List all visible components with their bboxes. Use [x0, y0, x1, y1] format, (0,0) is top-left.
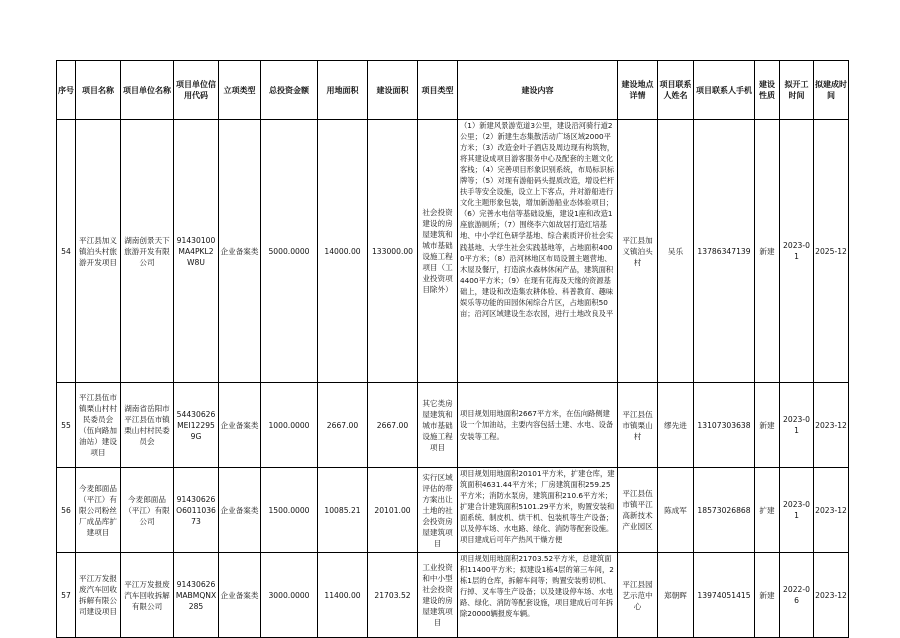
header-location: 建设地点详情	[618, 61, 658, 120]
cell-end: 2025-12	[814, 120, 849, 383]
cell-unit: 湖南省岳阳市平江县伍市镇栗山村村民委员会	[121, 383, 174, 468]
cell-name: 平江万发报废汽车回收拆解有限公司建设项目	[76, 553, 121, 638]
cell-name: 平江县加义镇泊头村旅游开发项目	[76, 120, 121, 383]
cell-build: 20101.00	[368, 468, 418, 553]
cell-ptype: 实行区域评估的带方案出让土地的社会投资房屋建筑项目	[418, 468, 458, 553]
header-ptype: 项目类型	[418, 61, 458, 120]
cell-location: 平江县伍市镇栗山村	[618, 383, 658, 468]
cell-content	[458, 383, 618, 468]
cell-unit: 今麦郎面品（平江）有限公司	[121, 468, 174, 553]
cell-type: 企业备案类	[219, 553, 261, 638]
cell-no: 57	[57, 553, 76, 638]
cell-invest: 5000.0000	[261, 120, 318, 383]
cell-build: 133000.00	[368, 120, 418, 383]
cell-build: 2667.00	[368, 383, 418, 468]
header-type: 立项类型	[219, 61, 261, 120]
header-contact: 项目联系人姓名	[658, 61, 694, 120]
cell-invest: 1500.0000	[261, 468, 318, 553]
cell-type: 企业备案类	[219, 468, 261, 553]
header-invest: 总投资金额	[261, 61, 318, 120]
cell-land: 11400.00	[318, 553, 368, 638]
cell-build: 21703.52	[368, 553, 418, 638]
cell-phone: 13107303638	[694, 383, 755, 468]
cell-code: 91430100MA4PKL2W8U	[174, 120, 219, 383]
cell-nature: 扩建	[755, 468, 780, 553]
cell-content	[458, 468, 618, 553]
project-table	[56, 60, 849, 638]
header-land: 用地面积	[318, 61, 368, 120]
cell-name: 平江县伍市镇栗山村村民委员会（伍向路加油站）建设项目	[76, 383, 121, 468]
header-start: 拟开工时间	[780, 61, 814, 120]
cell-contact: 吴乐	[658, 120, 694, 383]
cell-contact: 陈成军	[658, 468, 694, 553]
cell-name: 今麦郎面品（平江）有限公司粉丝厂成品库扩建项目	[76, 468, 121, 553]
header-unit: 项目单位名称	[121, 61, 174, 120]
cell-contact: 缪先进	[658, 383, 694, 468]
cell-ptype: 其它类房屋建筑和城市基础设施工程项目	[418, 383, 458, 468]
header-row	[57, 61, 849, 120]
content-text: 项目规划用地面积2667平方米，在伍向路侧建设一个加油站，主要内容包括土建、水电、设备安装等工程。	[460, 409, 614, 441]
cell-ptype: 社会投资建设的房屋建筑和城市基础设施工程项目（工业投资项目除外）	[418, 120, 458, 383]
header-code: 项目单位信用代码	[174, 61, 219, 120]
cell-no: 56	[57, 468, 76, 553]
cell-start: 2022-06	[780, 553, 814, 638]
cell-no: 54	[57, 120, 76, 383]
header-nature: 建设性质	[755, 61, 780, 120]
table-row	[57, 468, 849, 553]
cell-phone: 13786347139	[694, 120, 755, 383]
table-row	[57, 553, 849, 638]
cell-unit: 湖南创景天下旅游开发有限公司	[121, 120, 174, 383]
cell-end: 2023-12	[814, 383, 849, 468]
cell-no: 55	[57, 383, 76, 468]
cell-nature: 新建	[755, 120, 780, 383]
table-row	[57, 383, 849, 468]
cell-phone: 18573026868	[694, 468, 755, 553]
cell-location: 平江县园艺示范中心	[618, 553, 658, 638]
cell-land: 10085.21	[318, 468, 368, 553]
cell-invest: 1000.0000	[261, 383, 318, 468]
cell-nature: 新建	[755, 553, 780, 638]
content-text: 项目规划用地面积20101平方米，扩建仓库，建筑面积4631.44平方米；厂房建筑面积259.25平方米；消防水泵房，建筑面积210.6平方米；扩建合计建筑面积5101.29平方米，购置安装和面系统、制皮机、烘干机、包装机等生产设备；以及停车场、水电路、绿化、消防等配套设施。项目建成后可年产热风干燥方便	[460, 469, 615, 545]
header-phone: 项目联系人手机	[694, 61, 755, 120]
cell-end: 2023-12	[814, 468, 849, 553]
cell-location: 平江县伍市镇平江高新技术产业园区	[618, 468, 658, 553]
cell-type: 企业备案类	[219, 383, 261, 468]
cell-phone: 13974051415	[694, 553, 755, 638]
cell-land: 2667.00	[318, 383, 368, 468]
cell-nature: 新建	[755, 383, 780, 468]
cell-type: 企业备案类	[219, 120, 261, 383]
header-content: 建设内容	[458, 61, 618, 120]
cell-code: 91430626MABMQNX285	[174, 553, 219, 638]
cell-ptype: 工业投资和中小型社会投资建设的房屋建筑项目	[418, 553, 458, 638]
cell-start: 2023-01	[780, 120, 814, 383]
cell-land: 14000.00	[318, 120, 368, 383]
table-row	[57, 120, 849, 383]
cell-start: 2023-01	[780, 383, 814, 468]
cell-start: 2023-01	[780, 468, 814, 553]
cell-invest: 3000.0000	[261, 553, 318, 638]
header-end: 拟建成时间	[814, 61, 849, 120]
cell-unit: 平江万发报废汽车回收拆解有限公司	[121, 553, 174, 638]
cell-code: 91430626O601103673	[174, 468, 219, 553]
cell-content	[458, 553, 618, 638]
header-build: 建设面积	[368, 61, 418, 120]
cell-code: 54430626MEI122959G	[174, 383, 219, 468]
content-text: （1）新建风景游览道3公里，建设沿河骑行道2公里；（2）新建生态集散活动广场区域2000平方米；（3）改造金叶子酒店及周边现有构筑物，将其建设成项目游客服务中心及配套的主题文化客栈；（4）完善项目形象识别系统，布局标识标牌等；（5）对现有游船码头提质改造，增设栏杆扶手等安全设施，设立上下客点，并对游船进行文化主题形象包装，增加新游船业态体验项目；（6）完善水电信等基础设施，建设1座和改造1座旅游厕所；（7）围绕李六如故居打造红培基地、中小学红色研学基地、综合素质评价社会实践基地、大学生社会实践基地等，占地面积4000平方米；（8）沿河林地区布局设置主题营地、木屋及餐厅，打造滨水森林休闲产品，建筑面积4400平方米；（9）在现有花海及天缘的资源基础上，建设和改造集农耕体验、科普教育、趣味娱乐等功能的田园休闲综合片区，占地面积50亩；沿河区域建设生态农园，进行土地改良及平	[460, 121, 615, 318]
header-no: 序号	[57, 61, 76, 120]
cell-contact: 郑朝晖	[658, 553, 694, 638]
header-name: 项目名称	[76, 61, 121, 120]
content-text: 项目规划用地面积21703.52平方米，总建筑面积11400平方米；拟建设1栋4层的第三车间，2栋1层的仓库，拆解车间等；购置安装剪切机、行掉、叉车等生产设备；以及建设停车场、水电路、绿化、消防等配套设施，项目建成后可年拆除20000辆报废车辆。	[460, 554, 614, 619]
cell-content	[458, 120, 618, 383]
cell-end: 2023-12	[814, 553, 849, 638]
cell-location: 平江县加义镇泊头村	[618, 120, 658, 383]
